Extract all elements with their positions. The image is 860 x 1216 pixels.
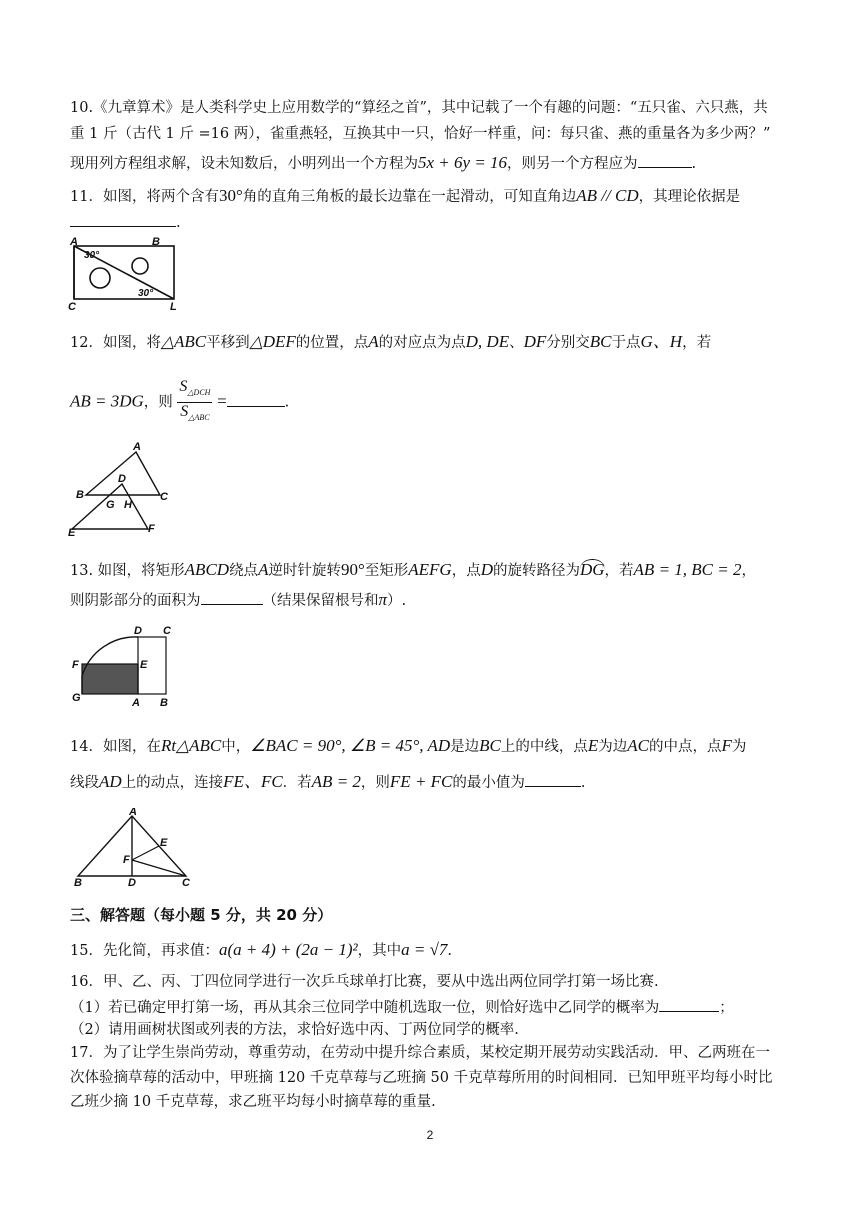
label-A: A [70,236,78,248]
label-G: G [72,692,81,704]
q13-pointA: A [258,560,269,579]
q14-text: 是边 [450,739,480,755]
q13-figure [68,624,180,710]
label-C: C [160,491,168,503]
label-C: C [182,877,190,888]
q12-end: . [284,394,290,411]
label-F: F [72,659,79,671]
q15-expression: a(a + 4) + (2a − 1)² [218,940,358,959]
q13-text: ，若 [604,563,634,579]
label-B: B [152,236,160,248]
q10-line1: 10.《九章算术》是人类科学史上应用数学的“算经之首”，其中记载了一个有趣的问题：“五只雀、六只燕，共 [70,100,768,116]
q12-tri2: △DEF [249,332,296,351]
q13-text: 至矩形 [364,563,409,579]
q11-line2 [70,212,181,233]
q10-text: 现用列方程组求解，设未知数后，小明列出一个方程为 [70,156,418,172]
label-F: F [123,854,130,866]
label-E: E [140,659,148,671]
q12-text: 平移到 [206,335,250,351]
angle-label-bottom: 30° [138,288,154,299]
q14-text: 14．如图，在 [70,739,161,755]
q14-text: 上的动点，连接 [121,775,224,791]
q14-line1 [70,736,746,757]
label-F: F [148,523,155,535]
frac-num: S [179,378,188,395]
q13-text: （结果保留根号和 [262,593,379,609]
q14-text: 的最小值为 [452,775,525,791]
q11-angle: 30° [218,186,243,205]
frac-den-sub: △ABC [188,413,210,423]
q12-tri1: △ABC [160,332,207,351]
q14-figure [68,808,194,888]
q14-line2 [70,772,586,793]
q11-text2: 角的直角三角板的最长边靠在一起滑动，可知直角边 [242,189,577,205]
q10-text2: ，则另一个方程应为 [507,156,638,172]
q14-text: 线段 [70,775,99,791]
q13-text: ）. [387,593,407,609]
q16-line2 [70,997,734,1018]
q12-gh: G、H [640,332,683,351]
q12-text: ，则 [143,394,173,411]
q15-text: ，其中 [357,943,402,959]
q12-bc: BC [589,332,612,351]
q14-ac: AC [627,736,649,755]
segment-FE [132,846,159,860]
q13-arc: DG [579,560,605,579]
q14-text: ，则 [360,775,390,791]
label-C: C [163,625,171,637]
q11-end: . [176,215,181,231]
q15-end: . [447,943,453,959]
q14-text: 的中点，点 [648,739,722,755]
q12-line1 [70,332,711,353]
answer-blank[interactable] [638,153,692,168]
q12-text: 的对应点为点 [378,335,466,351]
label-A: A [129,808,137,818]
answer-blank[interactable] [227,392,285,407]
q14-text: 上的中线，点 [500,739,588,755]
answer-blank[interactable] [70,212,176,227]
q11-text3: ，其理论依据是 [638,189,741,205]
frac-den: S [180,403,189,421]
q16-text: ； [719,1000,734,1016]
q10-line2: 重 1 斤（古代 1 斤 =16 两），雀重燕轻，互换其中一只，恰好一样重，问：每只雀、燕的重量各为多少两？” [70,126,771,142]
q14-rt: Rt△ABC [160,736,222,755]
q14-text: 中， [221,739,251,755]
q14-ab: AB = 2 [311,772,361,791]
label-D: D [128,877,136,888]
q12-text: ，若 [682,335,712,351]
q13-text: 绕点 [229,563,259,579]
frac-num-sub: △DCH [187,388,211,398]
q13-angle: 90° [340,560,365,579]
q12-line2 [70,378,289,422]
label-B: B [76,489,84,501]
q12-pointA: A [368,332,379,351]
q16-text: （1）若已确定甲打第一场，再从其余三位同学中随机选取一位，则恰好选中乙同学的概率为 [70,1000,660,1016]
label-G: G [106,499,115,511]
area-ratio-fraction [177,378,212,427]
label-D: D [134,625,142,637]
label-B: B [160,697,168,709]
equals-sign: = [217,391,227,411]
q14-end: . [580,775,586,791]
q14-e: E [587,736,599,755]
q12-text: 分别交 [546,335,590,351]
q11-line1 [70,186,740,207]
q17-line2: 次体验摘草莓的活动中，甲班摘 120 千克草莓与乙班摘 50 千克草莓所用的时间相同．已知甲班平均每小时比 [70,1070,773,1086]
q12-figure [66,440,174,538]
section-title: 三、解答题（每小题 5 分，共 20 分） [70,906,333,924]
q15-line [70,940,452,961]
label-H: H [124,499,132,511]
q10-end: . [691,156,697,172]
q13-pointD: D [480,560,493,579]
q14-condition: ∠BAC = 90°, ∠B = 45°, AD [250,736,451,755]
q13-text: 的旋转路径为 [492,563,580,579]
q17-line1: 17．为了让学生崇尚劳动，尊重劳动，在劳动中提升综合素质，某校定期开展劳动实践活动．甲、乙两班在一 [70,1045,770,1061]
label-E: E [68,527,76,538]
q15-text: 15．先化简，再求值： [70,943,219,959]
q13-line1 [70,560,756,581]
q13-pi: π [378,590,388,609]
q16-line3: （2）请用画树状图或列表的方法，求恰好选中丙、丁两位同学的概率. [70,1022,519,1038]
q13-text: 13. 如图，将矩形 [70,563,185,579]
triangle-hole-circle [90,268,110,288]
q12-text: 于点 [611,335,641,351]
q13-text: 则阴影部分的面积为 [70,593,201,609]
page-number: 2 [426,1128,434,1142]
q17-line3: 乙班少摘 10 千克草莓，求乙班平均每小时摘草莓的重量. [70,1094,436,1110]
q12-points: D, DE [465,332,510,351]
q14-fefc: FE、FC [223,772,283,791]
q14-f: F [721,736,732,755]
q14-text: 为边 [598,739,628,755]
q13-rect1: ABCD [184,560,230,579]
q13-rect2: AEFG [408,560,452,579]
q13-line2 [70,590,406,611]
q16-line1: 16．甲、乙、丙、丁四位同学进行一次乒乓球单打比赛，要从中选出两位同学打第一场比赛. [70,974,659,990]
q13-text: 逆时针旋转 [268,563,341,579]
q13-condition: AB = 1, BC = 2 [633,560,742,579]
q13-text: ，点 [451,563,481,579]
label-L: L [170,301,177,313]
q12-text: 、 [509,335,524,351]
q10-equation: 5x + 6y = 16 [418,153,508,172]
q15-value: a = √7 [401,940,448,959]
label-E: E [160,837,168,849]
q14-bc: BC [479,736,501,755]
q14-sum: FE + FC [389,772,453,791]
q11-figure [66,236,184,314]
q14-text: 为 [731,739,747,755]
shaded-region [82,664,138,694]
label-A: A [133,441,141,453]
label-A: A [132,697,140,709]
label-C: C [68,301,76,313]
answer-blank[interactable] [659,997,719,1012]
q14-ad: AD [99,772,122,791]
answer-blank[interactable] [525,772,581,787]
q11-text: 11．如图，将两个含有 [70,189,219,205]
q10-line3 [70,153,696,174]
answer-blank[interactable] [201,590,263,605]
q14-text: ．若 [282,775,312,791]
q12-condition: AB = 3DG [70,391,144,411]
label-D: D [118,473,126,485]
triangle-hole-circle [132,258,148,274]
label-B: B [74,877,82,888]
q13-text: ， [741,563,756,579]
q12-text: 的位置，点 [295,335,369,351]
q12-text: 12．如图，将 [70,335,161,351]
angle-label-top: 30° [84,250,100,261]
q11-parallel: AB // CD [576,186,639,205]
q12-df: DF [523,332,547,351]
